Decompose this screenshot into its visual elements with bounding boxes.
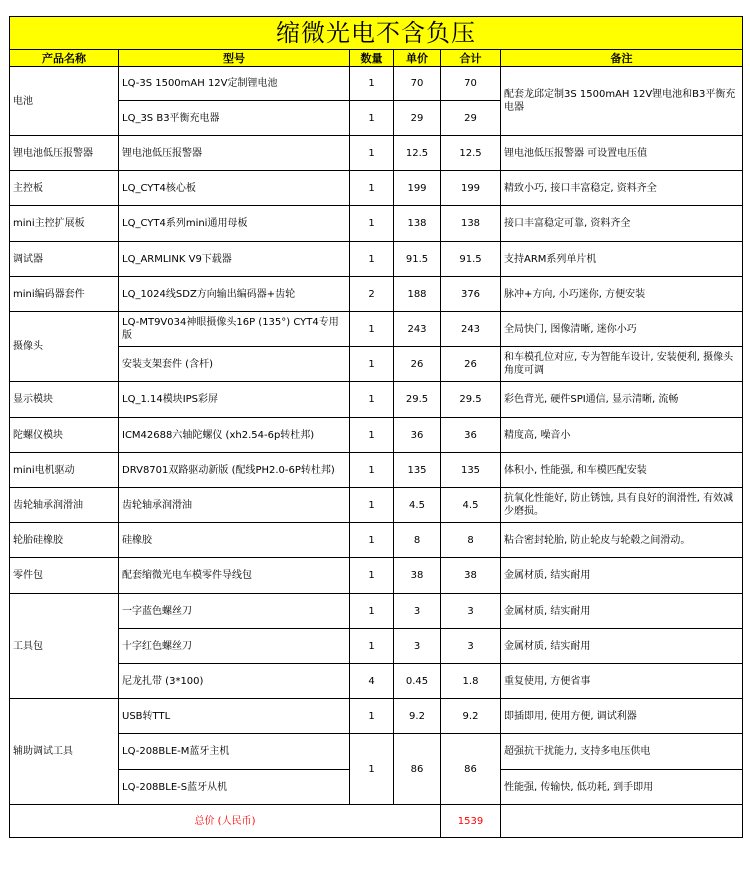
cell-total: 8 [441, 523, 501, 558]
cell-note: 超强抗干扰能力, 支持多电压供电 [501, 734, 743, 770]
table-row [10, 523, 743, 558]
cell-model: LQ-208BLE-S蓝牙从机 [119, 770, 350, 805]
cell-qty: 1 [350, 382, 394, 418]
price-table [9, 16, 743, 838]
cell-total: 376 [441, 277, 501, 312]
cell-note: 抗氧化性能好, 防止锈蚀, 具有良好的润滑性, 有效减少磨损。 [501, 488, 743, 523]
cell-qty: 1 [350, 171, 394, 206]
cell-qty: 1 [350, 734, 394, 805]
cell-model: LQ-MT9V034神眼摄像头16P (135°) CYT4专用版 [119, 312, 350, 347]
cell-price: 9.2 [394, 699, 441, 734]
cell-name: mini编码器套件 [10, 277, 119, 312]
cell-total: 9.2 [441, 699, 501, 734]
table-row [10, 453, 743, 488]
cell-note: 彩色背光, 硬件SPI通信, 显示清晰, 流畅 [501, 382, 743, 418]
total-value: 1539 [441, 805, 501, 838]
cell-note: 性能强, 传输快, 低功耗, 到手即用 [501, 770, 743, 805]
cell-note: 精致小巧, 接口丰富稳定, 资料齐全 [501, 171, 743, 206]
cell-name: 摄像头 [10, 312, 119, 382]
table-row [10, 594, 743, 629]
table-row [10, 206, 743, 242]
cell-note: 金属材质, 结实耐用 [501, 594, 743, 629]
cell-price: 12.5 [394, 136, 441, 171]
cell-total: 91.5 [441, 242, 501, 277]
cell-price: 70 [394, 67, 441, 101]
cell-qty: 1 [350, 206, 394, 242]
table-row [10, 629, 743, 664]
cell-qty: 1 [350, 488, 394, 523]
total-row [10, 805, 743, 838]
total-note-empty [501, 805, 743, 838]
cell-total: 3 [441, 629, 501, 664]
cell-total: 138 [441, 206, 501, 242]
header-model: 型号 [119, 50, 350, 67]
cell-model: USB转TTL [119, 699, 350, 734]
cell-total: 243 [441, 312, 501, 347]
cell-model: LQ_CYT4系列mini通用母板 [119, 206, 350, 242]
total-label: 总价 (人民币) [10, 805, 441, 838]
table-row [10, 664, 743, 699]
cell-model: ICM42688六轴陀螺仪 (xh2.54-6p转杜邦) [119, 418, 350, 453]
cell-qty: 1 [350, 699, 394, 734]
cell-price: 138 [394, 206, 441, 242]
cell-total: 29 [441, 101, 501, 136]
cell-note: 支持ARM系列单片机 [501, 242, 743, 277]
cell-model: LQ_CYT4核心板 [119, 171, 350, 206]
cell-name: 零件包 [10, 558, 119, 594]
cell-total: 86 [441, 734, 501, 805]
cell-model: DRV8701双路驱动新版 (配线PH2.0-6P转杜邦) [119, 453, 350, 488]
cell-note: 金属材质, 结实耐用 [501, 629, 743, 664]
cell-note: 接口丰富稳定可靠, 资料齐全 [501, 206, 743, 242]
cell-total: 12.5 [441, 136, 501, 171]
cell-price: 26 [394, 347, 441, 382]
cell-note: 金属材质, 结实耐用 [501, 558, 743, 594]
cell-total: 135 [441, 453, 501, 488]
cell-model: 齿轮轴承润滑油 [119, 488, 350, 523]
cell-qty: 1 [350, 523, 394, 558]
cell-total: 3 [441, 594, 501, 629]
cell-name: mini电机驱动 [10, 453, 119, 488]
cell-price: 91.5 [394, 242, 441, 277]
cell-note: 精度高, 噪音小 [501, 418, 743, 453]
cell-qty: 1 [350, 101, 394, 136]
header-name: 产品名称 [10, 50, 119, 67]
cell-price: 188 [394, 277, 441, 312]
cell-qty: 1 [350, 136, 394, 171]
table-row [10, 418, 743, 453]
cell-model: LQ-208BLE-M蓝牙主机 [119, 734, 350, 770]
cell-name: 陀螺仪模块 [10, 418, 119, 453]
cell-note: 脉冲+方向, 小巧迷你, 方便安装 [501, 277, 743, 312]
cell-price: 8 [394, 523, 441, 558]
cell-qty: 1 [350, 629, 394, 664]
cell-name: 锂电池低压报警器 [10, 136, 119, 171]
cell-price: 38 [394, 558, 441, 594]
table-row [10, 699, 743, 734]
cell-model: 安装支架套件 (含杆) [119, 347, 350, 382]
header-total: 合计 [441, 50, 501, 67]
cell-note: 体积小, 性能强, 和车模匹配安装 [501, 453, 743, 488]
cell-model: LQ_1024线SDZ方向输出编码器+齿轮 [119, 277, 350, 312]
cell-name: 主控板 [10, 171, 119, 206]
cell-model: 十字红色螺丝刀 [119, 629, 350, 664]
cell-price: 3 [394, 594, 441, 629]
cell-total: 29.5 [441, 382, 501, 418]
cell-note: 重复使用, 方便省事 [501, 664, 743, 699]
sheet-title: 缩微光电不含负压 [10, 17, 743, 50]
table-row [10, 558, 743, 594]
cell-total: 26 [441, 347, 501, 382]
table-row [10, 382, 743, 418]
cell-qty: 1 [350, 347, 394, 382]
cell-qty: 1 [350, 312, 394, 347]
table-row [10, 242, 743, 277]
cell-qty: 1 [350, 558, 394, 594]
header-note: 备注 [501, 50, 743, 67]
cell-model: 硅橡胶 [119, 523, 350, 558]
header-price: 单价 [394, 50, 441, 67]
cell-qty: 1 [350, 418, 394, 453]
cell-price: 4.5 [394, 488, 441, 523]
cell-price: 29 [394, 101, 441, 136]
table-row [10, 171, 743, 206]
cell-name: 辅助调试工具 [10, 699, 119, 805]
cell-name: 轮胎硅橡胶 [10, 523, 119, 558]
cell-price: 0.45 [394, 664, 441, 699]
table-row [10, 277, 743, 312]
cell-name: 电池 [10, 67, 119, 136]
cell-price: 36 [394, 418, 441, 453]
cell-price: 199 [394, 171, 441, 206]
cell-model: LQ_1.14模块IPS彩屏 [119, 382, 350, 418]
table-row [10, 312, 743, 347]
cell-total: 38 [441, 558, 501, 594]
cell-note: 锂电池低压报警器 可设置电压值 [501, 136, 743, 171]
cell-total: 70 [441, 67, 501, 101]
cell-note: 粘合密封轮胎, 防止轮皮与轮毂之间滑动。 [501, 523, 743, 558]
cell-qty: 4 [350, 664, 394, 699]
cell-note: 和车模孔位对应, 专为智能车设计, 安装便利, 摄像头角度可调 [501, 347, 743, 382]
cell-model: 配套缩微光电车模零件导线包 [119, 558, 350, 594]
cell-model: 尼龙扎带 (3*100) [119, 664, 350, 699]
cell-price: 135 [394, 453, 441, 488]
cell-total: 4.5 [441, 488, 501, 523]
cell-name: 调试器 [10, 242, 119, 277]
cell-price: 243 [394, 312, 441, 347]
cell-price: 29.5 [394, 382, 441, 418]
cell-qty: 1 [350, 242, 394, 277]
cell-price: 86 [394, 734, 441, 805]
cell-name: 显示模块 [10, 382, 119, 418]
cell-model: 一字蓝色螺丝刀 [119, 594, 350, 629]
cell-note: 即插即用, 使用方便, 调试利器 [501, 699, 743, 734]
cell-model: 锂电池低压报警器 [119, 136, 350, 171]
cell-price: 3 [394, 629, 441, 664]
table-row [10, 734, 743, 770]
cell-qty: 2 [350, 277, 394, 312]
cell-name: 齿轮轴承润滑油 [10, 488, 119, 523]
cell-total: 1.8 [441, 664, 501, 699]
cell-qty: 1 [350, 594, 394, 629]
table-row [10, 136, 743, 171]
cell-model: LQ_3S B3平衡充电器 [119, 101, 350, 136]
cell-total: 36 [441, 418, 501, 453]
cell-qty: 1 [350, 453, 394, 488]
table-row [10, 347, 743, 382]
header-qty: 数量 [350, 50, 394, 67]
cell-qty: 1 [350, 67, 394, 101]
cell-model: LQ-3S 1500mAH 12V定制锂电池 [119, 67, 350, 101]
cell-note: 全局快门, 图像清晰, 迷你小巧 [501, 312, 743, 347]
cell-model: LQ_ARMLINK V9下载器 [119, 242, 350, 277]
cell-total: 199 [441, 171, 501, 206]
table-row [10, 67, 743, 101]
cell-name: 工具包 [10, 594, 119, 699]
cell-note: 配套龙邱定制3S 1500mAH 12V锂电池和B3平衡充电器 [501, 67, 743, 136]
cell-name: mini主控扩展板 [10, 206, 119, 242]
table-row [10, 488, 743, 523]
